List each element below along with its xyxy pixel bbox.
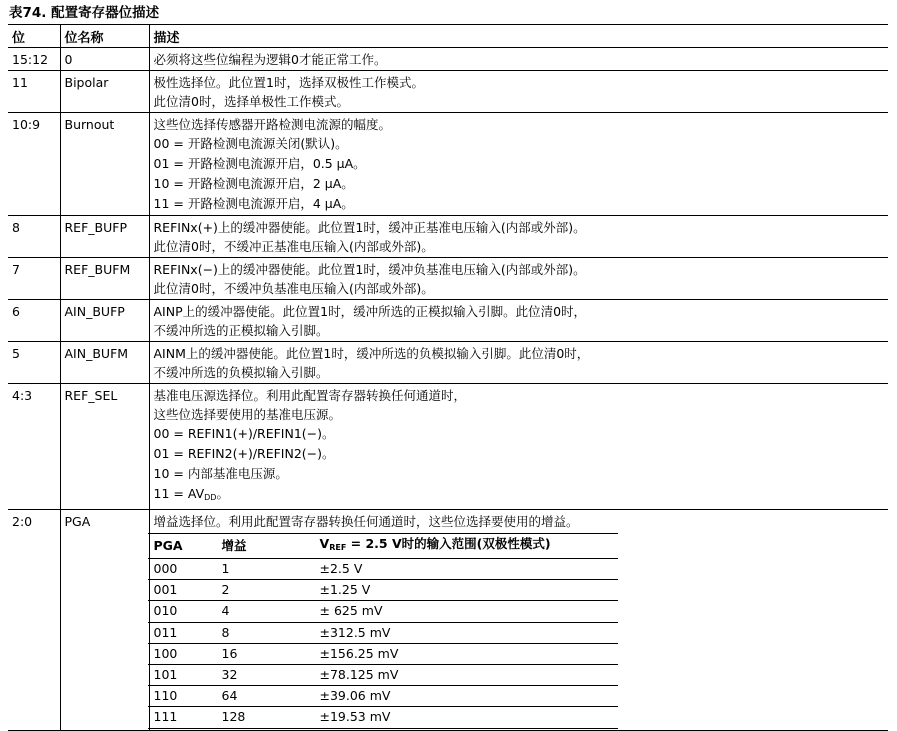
pga-row bbox=[148, 664, 618, 685]
desc-line: AINP上的缓冲器使能。此位置1时，缓冲所选的正模拟输入引脚。此位清0时， bbox=[153, 304, 587, 319]
name-cell: PGA bbox=[60, 510, 149, 731]
pga-code: 111 bbox=[148, 707, 216, 728]
vref-v: V bbox=[319, 536, 330, 551]
pga-gain: 128 bbox=[216, 707, 314, 728]
pga-range: ±19.53 mV bbox=[314, 707, 618, 728]
pga-header-gain: 增益 bbox=[216, 534, 314, 559]
table-row bbox=[8, 216, 888, 258]
table-row bbox=[8, 342, 888, 384]
bit-cell: 10:9 bbox=[8, 113, 60, 216]
pga-row bbox=[148, 559, 618, 580]
table-row bbox=[8, 258, 888, 300]
bit-cell: 7 bbox=[8, 258, 60, 300]
desc-line bbox=[154, 484, 885, 508]
desc-cell bbox=[149, 216, 888, 258]
name-cell: AIN_BUFP bbox=[60, 300, 149, 342]
desc-line: 此位清0时，不缓冲正基准电压输入(内部或外部)。 bbox=[153, 239, 434, 254]
pga-range: ±2.5 V bbox=[314, 559, 618, 580]
desc-line: 此位清0时，不缓冲负基准电压输入(内部或外部)。 bbox=[153, 281, 434, 296]
pga-table bbox=[148, 533, 618, 729]
pga-gain: 8 bbox=[216, 622, 314, 643]
desc-line: 不缓冲所选的负模拟输入引脚。 bbox=[153, 365, 329, 380]
desc-line: 这些位选择要使用的基准电压源。 bbox=[153, 407, 342, 422]
desc-line: 10 = 开路检测电流源开启，2 μA。 bbox=[153, 176, 354, 191]
pga-range: ±312.5 mV bbox=[314, 622, 618, 643]
pga-gain: 32 bbox=[216, 664, 314, 685]
bit-cell: 15:12 bbox=[8, 48, 60, 71]
pga-row bbox=[148, 601, 618, 622]
pga-range: ±78.125 mV bbox=[314, 664, 618, 685]
pga-range: ±156.25 mV bbox=[314, 643, 618, 664]
pga-range: ±1.25 V bbox=[314, 580, 618, 601]
desc-line: 必须将这些位编程为逻辑0才能正常工作。 bbox=[153, 52, 387, 67]
bit-cell: 11 bbox=[8, 71, 60, 113]
pga-header-range bbox=[314, 534, 618, 559]
desc-line: 增益选择位。利用此配置寄存器转换任何通道时，这些位选择要使用的增益。 bbox=[153, 514, 579, 529]
pga-code: 000 bbox=[148, 559, 216, 580]
pga-row bbox=[148, 686, 618, 707]
table-title: 表74. 配置寄存器位描述 bbox=[9, 5, 160, 21]
desc-line: 01 = 开路检测电流源开启，0.5 μA。 bbox=[153, 156, 366, 171]
header-bit: 位 bbox=[8, 25, 60, 48]
desc-line: 10 = 内部基准电压源。 bbox=[153, 466, 288, 481]
pga-code: 110 bbox=[148, 686, 216, 707]
table-row bbox=[8, 300, 888, 342]
desc-line: REFINx(+)上的缓冲器使能。此位置1时，缓冲正基准电压输入(内部或外部)。 bbox=[153, 220, 586, 235]
pga-gain: 64 bbox=[216, 686, 314, 707]
pga-row bbox=[148, 643, 618, 664]
pga-code: 010 bbox=[148, 601, 216, 622]
vref-rest: = 2.5 V时的输入范围(双极性模式) bbox=[346, 536, 551, 551]
desc-cell bbox=[149, 71, 888, 113]
header-name: 位名称 bbox=[60, 25, 149, 48]
name-cell: Burnout bbox=[60, 113, 149, 216]
desc-line: 01 = REFIN2(+)/REFIN2(−)。 bbox=[153, 446, 335, 461]
bit-cell: 6 bbox=[8, 300, 60, 342]
pga-code: 100 bbox=[148, 643, 216, 664]
avdd-prefix: 11 = AV bbox=[153, 486, 205, 501]
bit-cell: 8 bbox=[8, 216, 60, 258]
desc-line: 此位清0时，选择单极性工作模式。 bbox=[153, 94, 349, 109]
desc-line: 11 = 开路检测电流源开启，4 μA。 bbox=[153, 196, 354, 211]
desc-line: REFINx(−)上的缓冲器使能。此位置1时，缓冲负基准电压输入(内部或外部)。 bbox=[153, 262, 586, 277]
pga-header-code: PGA bbox=[148, 534, 216, 559]
table-row bbox=[8, 384, 888, 510]
desc-cell bbox=[149, 48, 888, 71]
pga-range: ± 625 mV bbox=[314, 601, 618, 622]
bit-cell: 5 bbox=[8, 342, 60, 384]
desc-line: 不缓冲所选的正模拟输入引脚。 bbox=[153, 323, 329, 338]
pga-code: 011 bbox=[148, 622, 216, 643]
header-row bbox=[8, 25, 888, 48]
register-table bbox=[8, 24, 888, 731]
desc-line: AINM上的缓冲器使能。此位置1时，缓冲所选的负模拟输入引脚。此位清0时， bbox=[153, 346, 590, 361]
pga-row bbox=[148, 707, 618, 728]
name-cell: 0 bbox=[60, 48, 149, 71]
desc-cell bbox=[149, 300, 888, 342]
avdd-subscript: DD bbox=[204, 493, 217, 502]
desc-line: 00 = 开路检测电流源关闭(默认)。 bbox=[153, 136, 348, 151]
pga-gain: 2 bbox=[216, 580, 314, 601]
name-cell: REF_BUFM bbox=[60, 258, 149, 300]
bit-cell: 2:0 bbox=[8, 510, 60, 731]
avdd-suffix: 。 bbox=[216, 486, 229, 501]
name-cell: REF_BUFP bbox=[60, 216, 149, 258]
desc-cell bbox=[149, 258, 888, 300]
desc-line: 极性选择位。此位置1时，选择双极性工作模式。 bbox=[153, 75, 424, 90]
name-cell: REF_SEL bbox=[60, 384, 149, 510]
pga-code: 001 bbox=[148, 580, 216, 601]
pga-range: ±39.06 mV bbox=[314, 686, 618, 707]
table-row bbox=[8, 48, 888, 71]
desc-cell bbox=[149, 113, 888, 216]
pga-header-row bbox=[148, 534, 618, 559]
desc-cell bbox=[149, 384, 888, 510]
pga-gain: 16 bbox=[216, 643, 314, 664]
desc-line: 这些位选择传感器开路检测电流源的幅度。 bbox=[153, 117, 392, 132]
pga-gain: 1 bbox=[216, 559, 314, 580]
desc-cell bbox=[149, 342, 888, 384]
table-row bbox=[8, 71, 888, 113]
desc-line: 00 = REFIN1(+)/REFIN1(−)。 bbox=[153, 426, 335, 441]
desc-line: 基准电压源选择位。利用此配置寄存器转换任何通道时， bbox=[153, 388, 467, 403]
pga-gain: 4 bbox=[216, 601, 314, 622]
header-desc: 描述 bbox=[149, 25, 888, 48]
vref-subscript: REF bbox=[329, 543, 347, 552]
name-cell: Bipolar bbox=[60, 71, 149, 113]
table-row bbox=[8, 113, 888, 216]
pga-row bbox=[148, 622, 618, 643]
bit-cell: 4:3 bbox=[8, 384, 60, 510]
pga-code: 101 bbox=[148, 664, 216, 685]
pga-row bbox=[148, 580, 618, 601]
name-cell: AIN_BUFM bbox=[60, 342, 149, 384]
